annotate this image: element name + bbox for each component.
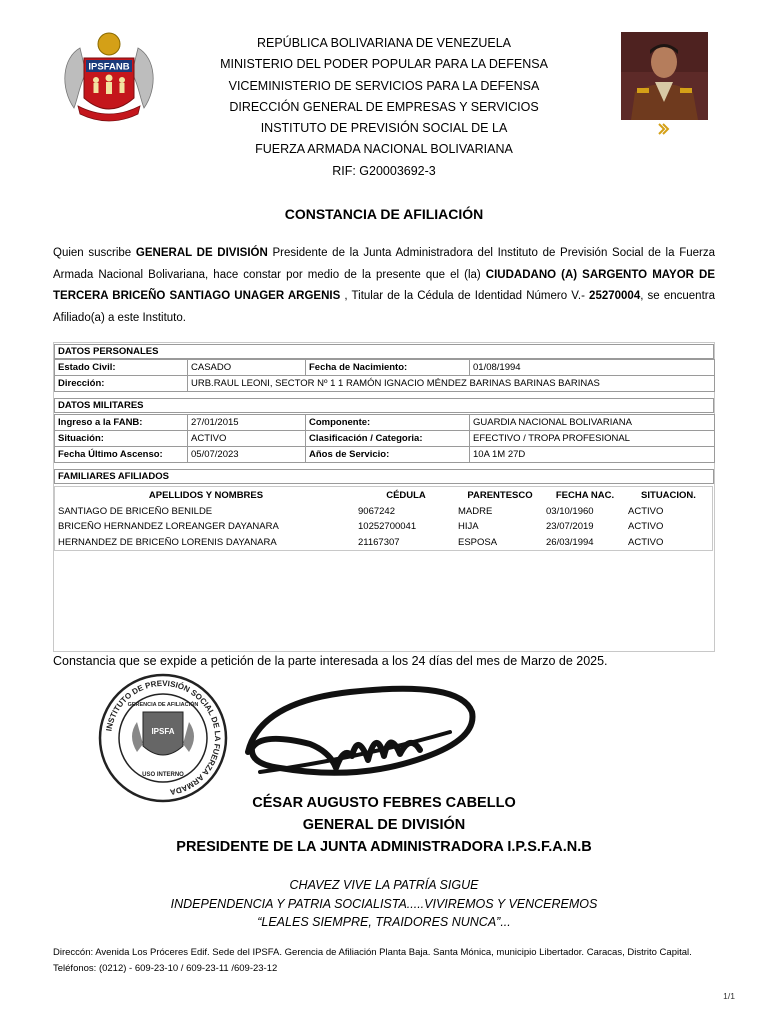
table-row xyxy=(56,504,711,520)
family-name: HERNANDEZ DE BRICEÑO LORENIS DAYANARA xyxy=(58,536,277,548)
family-status: ACTIVO xyxy=(628,505,664,517)
closing-statement: Constancia que se expide a petición de la parte interesada a los 24 días del mes de Marzo de 2025. xyxy=(53,654,608,668)
personal-data-table xyxy=(54,359,715,392)
field-label: Situación: xyxy=(55,431,188,447)
page-number: 1/1 xyxy=(723,991,735,1001)
rank-chevron-icon xyxy=(657,122,671,137)
handwritten-signature xyxy=(240,672,480,792)
signer-name: CÉSAR AUGUSTO FEBRES CABELLO xyxy=(252,795,516,811)
situation-value: ACTIVO xyxy=(188,431,306,447)
birth-date-value: 01/08/1994 xyxy=(470,360,715,376)
field-label: Componente: xyxy=(306,415,470,431)
field-label: Dirección: xyxy=(55,376,188,392)
logo-text: IPSFANB xyxy=(88,61,130,73)
family-birth-date: 26/03/1994 xyxy=(546,536,594,548)
family-relationship: HIJA xyxy=(458,521,479,533)
stamp-center-text: IPSFA xyxy=(151,727,175,736)
person-portrait-icon xyxy=(621,32,708,120)
header-line: DIRECCIÓN GENERAL DE EMPRESAS Y SERVICIOS xyxy=(229,99,539,114)
family-relationship: MADRE xyxy=(458,505,493,517)
family-id: 10252700041 xyxy=(358,521,417,533)
stamp-inner-text: GERENCIA DE AFILIACIÓN xyxy=(127,702,199,708)
table-row xyxy=(55,431,715,447)
column-header: SITUACION. xyxy=(641,490,696,502)
document-title: CONSTANCIA DE AFILIACIÓN xyxy=(284,206,484,222)
family-name: BRICEÑO HERNANDEZ LOREANGER DAYANARA xyxy=(58,521,279,533)
header-line: INSTITUTO DE PREVISIÓN SOCIAL DE LA xyxy=(260,121,508,136)
intro-text: , se encuentra Afiliado(a) a este Instituto. xyxy=(53,290,715,324)
motto-line: CHAVEZ VIVE LA PATRÍA SIGUE xyxy=(289,878,479,892)
family-relationship: ESPOSA xyxy=(458,536,498,548)
issuer-rank: GENERAL DE DIVISIÓN xyxy=(135,247,268,259)
family-name: SANTIAGO DE BRICEÑO BENILDE xyxy=(58,505,213,517)
affiliate-name: CIUDADANO (A) SARGENTO MAYOR DE TERCERA BRICEÑO SANTIAGO UNAGER ARGENIS xyxy=(53,268,715,302)
column-header: CÉDULA xyxy=(386,490,426,502)
last-promotion-value: 05/07/2023 xyxy=(188,447,306,463)
certification-paragraph xyxy=(53,243,715,329)
stamp-bottom-text: USO INTERNO xyxy=(142,772,184,778)
field-label: Estado Civil: xyxy=(55,360,188,376)
affiliate-photo xyxy=(621,32,708,120)
header-line: FUERZA ARMADA NACIONAL BOLIVARIANA xyxy=(255,142,513,157)
table-row xyxy=(55,415,715,431)
enlistment-date-value: 27/01/2015 xyxy=(188,415,306,431)
column-header: APELLIDOS Y NOMBRES xyxy=(148,490,264,502)
classification-value: EFECTIVO / TROPA PROFESIONAL xyxy=(470,431,715,447)
signer-rank: GENERAL DE DIVISIÓN xyxy=(302,817,466,833)
section-family-members: FAMILIARES AFILIADOS xyxy=(54,469,714,484)
section-military-data: DATOS MILITARES xyxy=(54,398,714,413)
ipsfanb-logo xyxy=(60,28,158,124)
institution-header xyxy=(190,33,578,182)
military-data-table xyxy=(54,414,715,463)
signer-block xyxy=(0,792,768,858)
intro-text: , Titular de la Cédula de Identidad Número V.- xyxy=(340,290,590,302)
header-line: VICEMINISTERIO DE SERVICIOS PARA LA DEFENSA xyxy=(228,78,540,93)
signer-position: PRESIDENTE DE LA JUNTA ADMINISTRADORA I.P.S.F.A.N.B xyxy=(176,839,592,855)
family-status: ACTIVO xyxy=(628,536,664,548)
header-line: REPÚBLICA BOLIVARIANA DE VENEZUELA xyxy=(256,36,512,50)
official-stamp xyxy=(97,672,229,804)
table-row xyxy=(56,535,711,551)
table-row xyxy=(56,519,711,535)
motto-line: “LEALES SIEMPRE, TRAIDORES NUNCA”... xyxy=(257,915,511,929)
civil-status-value: CASADO xyxy=(188,360,306,376)
field-label: Años de Servicio: xyxy=(306,447,470,463)
family-birth-date: 23/07/2019 xyxy=(546,521,594,533)
table-row xyxy=(55,447,715,463)
intro-text: Presidente de la Junta Administradora del Instituto de Previsión Social de la Fuerza Armada Nacional Bolivariana, hace constar por medio de la presente que el (la) xyxy=(53,247,716,281)
id-number: 25270004 xyxy=(589,290,641,302)
intro-text: Quien suscribe xyxy=(53,247,136,259)
section-personal-data: DATOS PERSONALES xyxy=(54,344,714,359)
column-header: PARENTESCO xyxy=(467,490,533,502)
family-members-table xyxy=(56,488,711,550)
rif-number: RIF: G20003692-3 xyxy=(332,163,436,178)
table-row xyxy=(55,376,715,392)
family-id: 21167307 xyxy=(358,536,400,548)
family-birth-date: 03/10/1960 xyxy=(546,505,594,517)
service-years-value: 10A 1M 27D xyxy=(470,447,715,463)
component-value: GUARDIA NACIONAL BOLIVARIANA xyxy=(470,415,715,431)
field-label: Fecha de Nacimiento: xyxy=(306,360,470,376)
table-header-row xyxy=(56,488,711,504)
header-line: MINISTERIO DEL PODER POPULAR PARA LA DEFENSA xyxy=(220,57,548,72)
field-label: Ingreso a la FANB: xyxy=(55,415,188,431)
column-header: FECHA NAC. xyxy=(555,490,615,502)
address-value: URB.RAUL LEONI, SECTOR Nº 1 1 RAMÓN IGNACIO MÉNDEZ BARINAS BARINAS BARINAS xyxy=(188,376,715,392)
sun-emblem-icon xyxy=(98,33,120,55)
table-row xyxy=(55,360,715,376)
stamp-ring-text: INSTITUTO DE PREVISIÓN SOCIAL DE LA FUERZA ARMADA xyxy=(104,678,223,797)
motto-block xyxy=(0,876,768,932)
field-label: Clasificación / Categoria: xyxy=(306,431,470,447)
field-label: Fecha Último Ascenso: xyxy=(55,447,188,463)
family-status: ACTIVO xyxy=(628,521,664,533)
family-id: 9067242 xyxy=(358,505,395,517)
address-footer: Direccón: Avenida Los Próceres Edif. Sede del IPSFA. Gerencia de Afiliación Planta Baja. Santa Mónica, municipio Libertador. Caracas, Distrito Capital. Teléfonos: (0212) - 609-23-10 / 609-23-11 /609-23-12 xyxy=(53,947,692,974)
motto-line: INDEPENDENCIA Y PATRIA SOCIALISTA.....VIVIREMOS Y VENCEREMOS xyxy=(170,896,598,911)
